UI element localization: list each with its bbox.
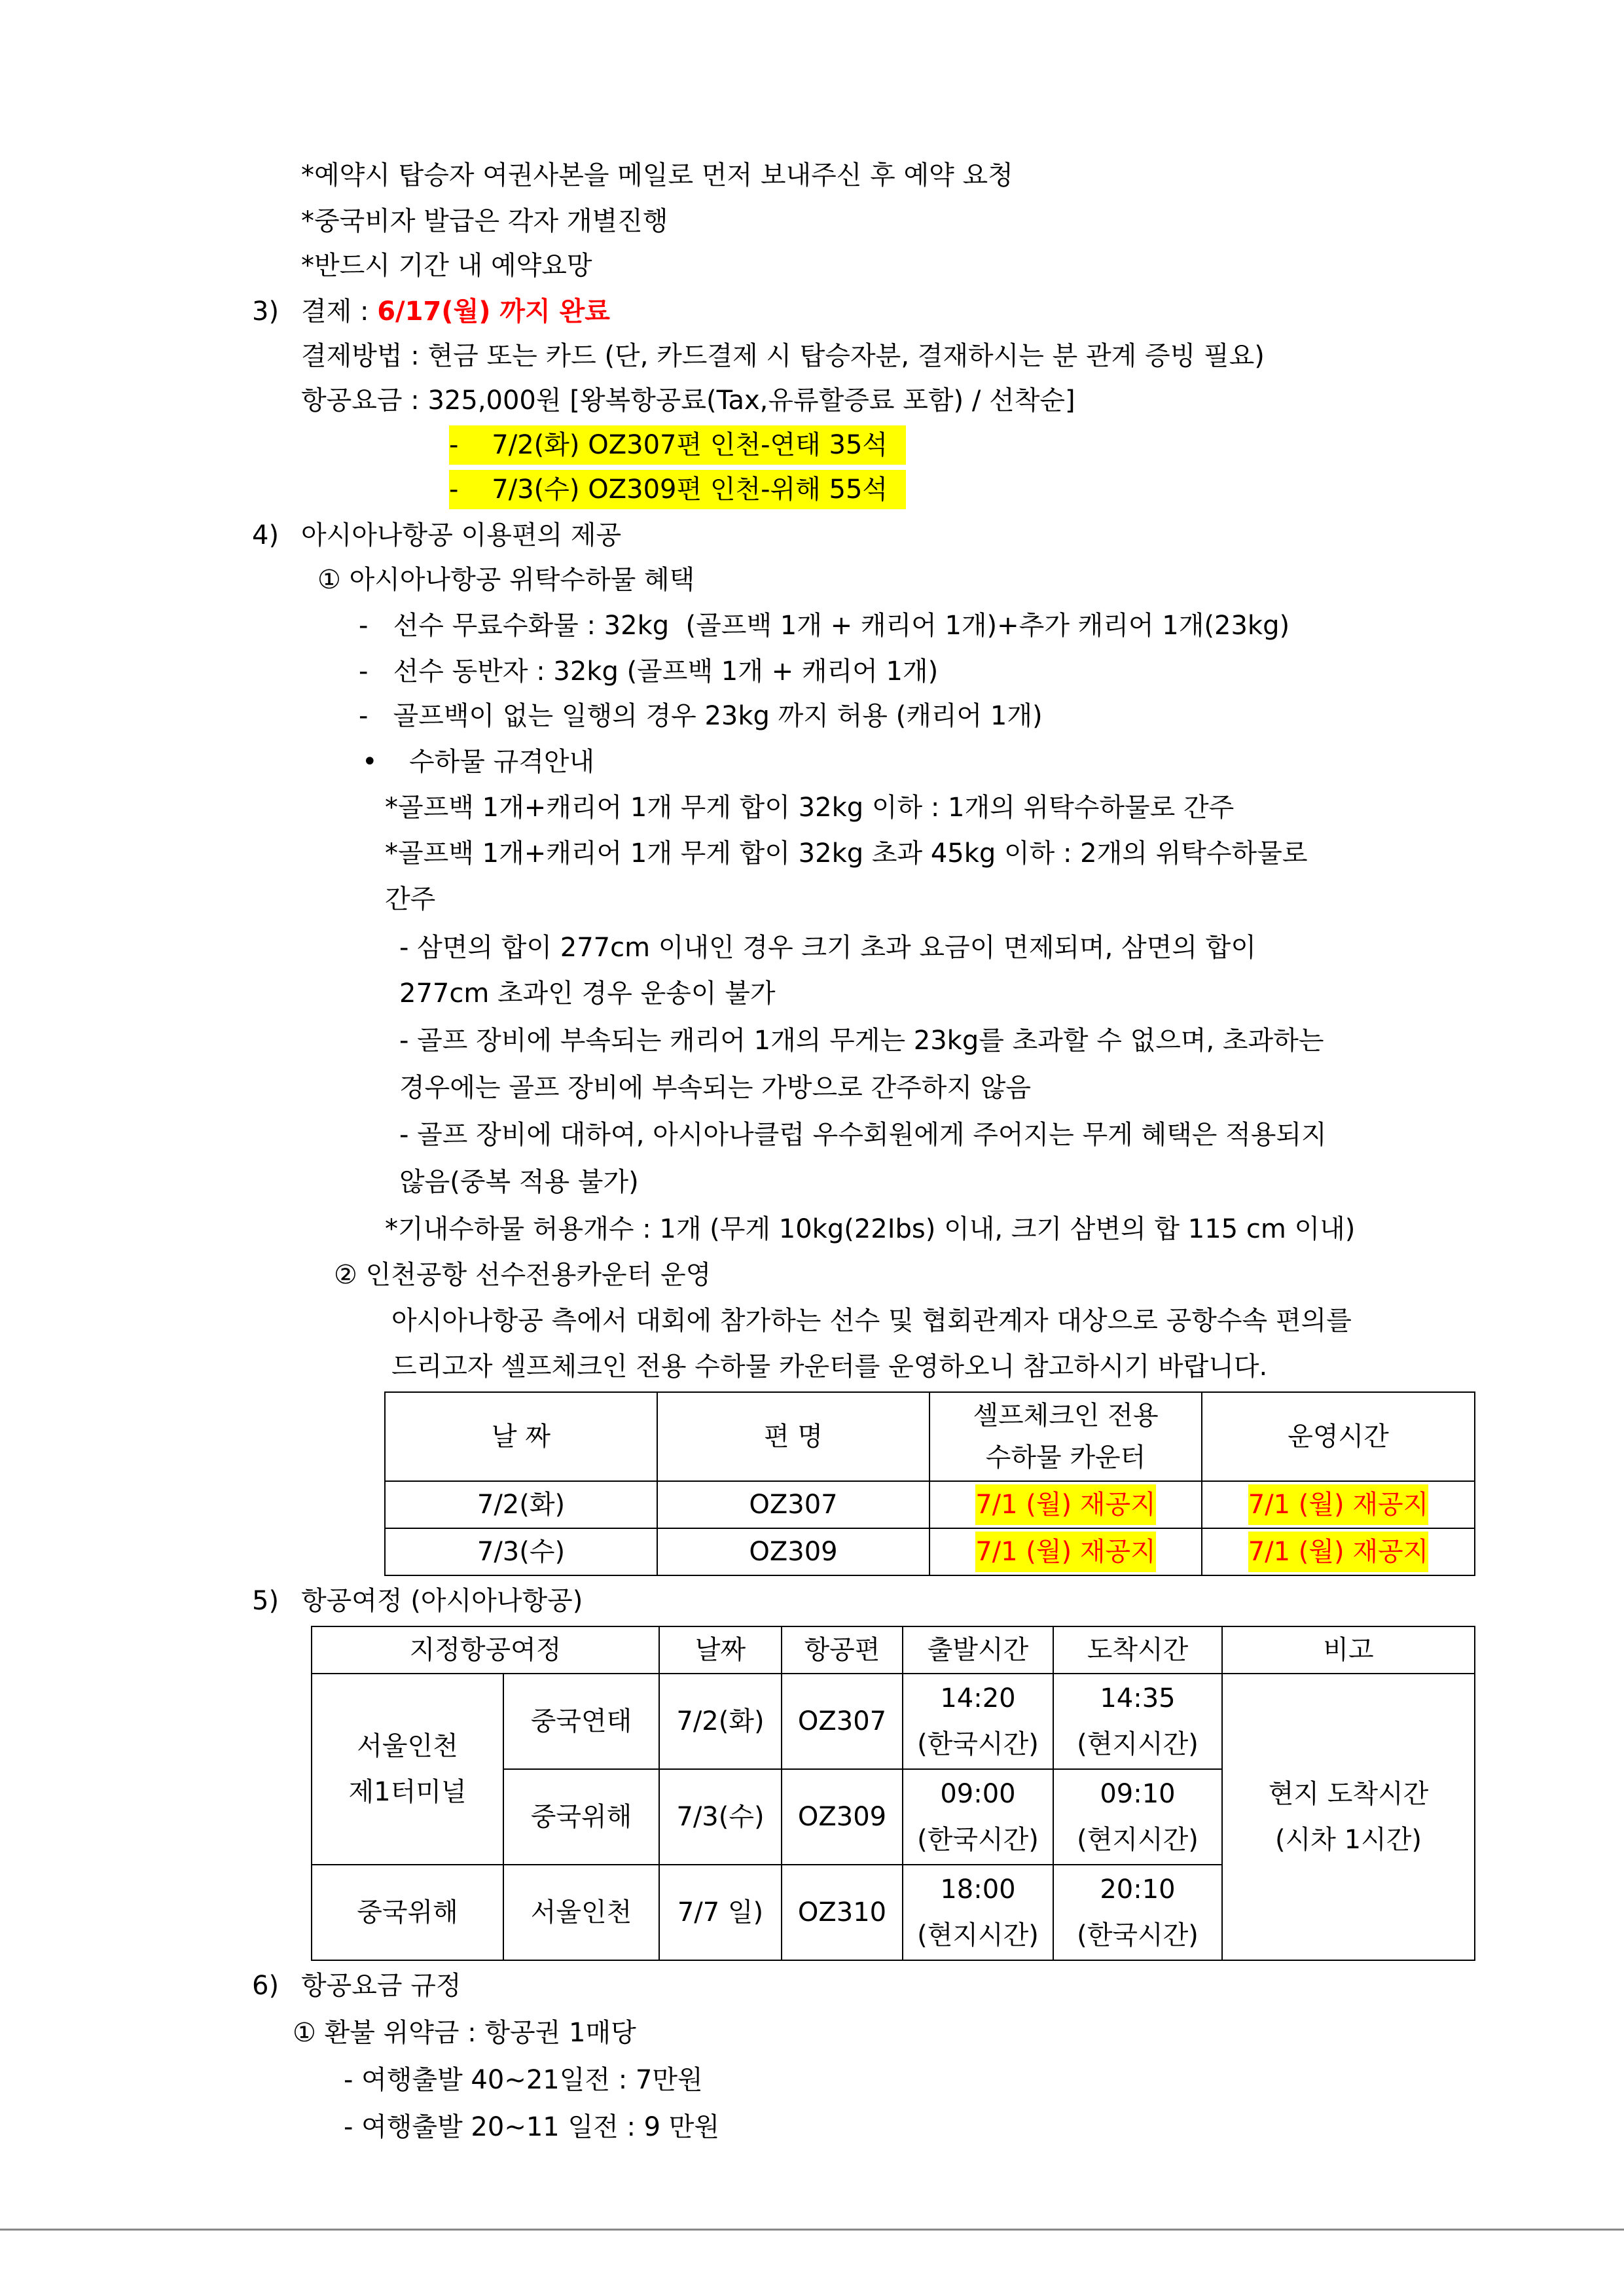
refund-penalty-item: - 여행출발 40~21일전 : 7만원 <box>344 2065 703 2095</box>
section-6-number: 6) <box>252 1971 280 2001</box>
origin-incheon <box>312 1674 503 1865</box>
time-zone-note: (현지시간) <box>1077 1729 1199 1759</box>
flight-allotment-oz307: - 7/2(화) OZ307편 인천-연태 35석 <box>449 425 906 465</box>
time-value: 14:20 <box>940 1683 1016 1713</box>
counter-header-flight: 편 명 <box>657 1392 929 1481</box>
payment-deadline: 6/17(월) 까지 완료 <box>377 296 610 327</box>
time-zone-note: (현지시간) <box>1077 1825 1199 1855</box>
origin-line: 제1터미널 <box>348 1777 467 1807</box>
counter-status-text: 7/1 (월) 재공지 <box>975 1532 1156 1572</box>
section-6-title: 항공요금 규정 <box>301 1971 461 2001</box>
counter-title: ② 인천공항 선수전용카운터 운영 <box>334 1260 712 1290</box>
payment-label: 결제 : <box>301 296 378 327</box>
remark-line: 현지 도착시간 <box>1268 1779 1429 1809</box>
time-value: 09:00 <box>940 1779 1016 1809</box>
section-3-number: 3) <box>252 296 280 327</box>
baggage-rule: - 삼면의 합이 277cm 이내인 경우 크기 초과 요금이 면제되며, 삼면의 합이 <box>399 933 1256 963</box>
counter-desc: 드리고자 셀프체크인 전용 수하물 카운터를 운영하오니 참고하시기 바랍니다. <box>391 1352 1268 1382</box>
note-deadline: *반드시 기간 내 예약요망 <box>301 251 592 281</box>
refund-penalty-item: - 여행출발 20~11 일전 : 9 만원 <box>344 2112 720 2142</box>
baggage-rule: *골프백 1개+캐리어 1개 무게 합이 32kg 이하 : 1개의 위탁수하물로 간주 <box>385 793 1235 823</box>
remark-line: (시차 1시간) <box>1275 1825 1422 1855</box>
itinerary-header-departure: 출발시간 <box>903 1626 1053 1674</box>
baggage-item-companion: - 선수 동반자 : 32kg (골프백 1개 + 캐리어 1개) <box>359 656 939 687</box>
destination: 중국위해 <box>503 1769 659 1865</box>
itinerary-header-arrival: 도착시간 <box>1053 1626 1222 1674</box>
counter-desc: 아시아나항공 측에서 대회에 참가하는 선수 및 협회관계자 대상으로 공항수속 편의를 <box>391 1306 1352 1336</box>
counter-status <box>929 1481 1202 1528</box>
origin-weihai: 중국위해 <box>312 1865 503 1960</box>
flight-number: OZ309 <box>782 1769 903 1865</box>
baggage-item-player: - 선수 무료수화물 : 32kg (골프백 1개 + 캐리어 1개)+추가 캐리어 1개(23kg) <box>359 611 1290 641</box>
itinerary-header-flight: 항공편 <box>782 1626 903 1674</box>
flight-date: 7/2(화) <box>659 1674 782 1769</box>
counter-hours <box>1202 1528 1475 1575</box>
section-5-title: 항공여정 (아시아나항공) <box>301 1586 583 1616</box>
baggage-rule: 경우에는 골프 장비에 부속되는 가방으로 간주하지 않음 <box>399 1073 1032 1103</box>
counter-header-line: 셀프체크인 전용 <box>973 1401 1159 1431</box>
counter-header-hours: 운영시간 <box>1202 1392 1475 1481</box>
section-5-number: 5) <box>252 1586 280 1616</box>
payment-method: 결제방법 : 현금 또는 카드 (단, 카드결제 시 탑승자분, 결재하시는 분 관계 증빙 필요) <box>301 341 1265 371</box>
counter-hours-text: 7/1 (월) 재공지 <box>1248 1484 1429 1525</box>
section-4-title: 아시아나항공 이용편의 제공 <box>301 520 622 550</box>
itinerary-header-remark: 비고 <box>1222 1626 1475 1674</box>
counter-table <box>384 1391 1475 1576</box>
baggage-rule: - 골프 장비에 대하여, 아시아나클럽 우수회원에게 주어지는 무게 혜택은 적용되지 <box>399 1120 1327 1150</box>
flight-number: OZ310 <box>782 1865 903 1960</box>
flight-date: 7/3(수) <box>659 1769 782 1865</box>
baggage-spec-title: 수하물 규격안내 <box>409 747 595 777</box>
counter-flight: OZ307 <box>657 1481 929 1528</box>
departure-time <box>903 1674 1053 1769</box>
counter-hours <box>1202 1481 1475 1528</box>
departure-time <box>903 1865 1053 1960</box>
time-zone-note: (한국시간) <box>1077 1920 1199 1950</box>
section-4-number: 4) <box>252 520 280 550</box>
counter-status-text: 7/1 (월) 재공지 <box>975 1484 1156 1525</box>
time-value: 14:35 <box>1100 1683 1176 1713</box>
footer-divider <box>0 2229 1624 2231</box>
remark <box>1222 1674 1475 1960</box>
time-value: 18:00 <box>940 1874 1016 1905</box>
counter-date: 7/3(수) <box>385 1528 657 1575</box>
destination: 중국연태 <box>503 1674 659 1769</box>
time-zone-note: (한국시간) <box>917 1729 1039 1759</box>
counter-flight: OZ309 <box>657 1528 929 1575</box>
counter-header-date: 날 짜 <box>385 1392 657 1481</box>
bullet-icon: • <box>362 747 378 777</box>
baggage-rule: 277cm 초과인 경우 운송이 불가 <box>399 978 776 1009</box>
note-passport: *예약시 탑승자 여권사본을 메일로 먼저 보내주신 후 예약 요청 <box>301 160 1013 190</box>
baggage-rule: 간주 <box>385 884 436 914</box>
counter-header-line: 수하물 카운터 <box>985 1443 1146 1473</box>
origin-line: 서울인천 <box>357 1731 458 1761</box>
counter-hours-text: 7/1 (월) 재공지 <box>1248 1532 1429 1572</box>
itinerary-header-date: 날짜 <box>659 1626 782 1674</box>
time-zone-note: (현지시간) <box>917 1920 1039 1950</box>
baggage-benefit-title: ① 아시아나항공 위탁수하물 혜택 <box>317 565 695 595</box>
carry-on-rule: *기내수하물 허용개수 : 1개 (무게 10kg(22Ibs) 이내, 크기 삼변의 합 115 cm 이내) <box>385 1214 1356 1244</box>
section-3-heading <box>301 292 610 331</box>
baggage-rule: - 골프 장비에 부속되는 캐리어 1개의 무게는 23kg를 초과할 수 없으며, 초과하는 <box>399 1026 1324 1056</box>
flight-date: 7/7 일) <box>659 1865 782 1960</box>
departure-time <box>903 1769 1053 1865</box>
baggage-rule: 않음(중복 적용 불가) <box>399 1167 639 1197</box>
arrival-time <box>1053 1674 1222 1769</box>
time-value: 09:10 <box>1100 1779 1176 1809</box>
counter-header-counter <box>929 1392 1202 1481</box>
itinerary-table <box>311 1626 1475 1961</box>
counter-date: 7/2(화) <box>385 1481 657 1528</box>
itinerary-header-route: 지정항공여정 <box>312 1626 659 1674</box>
arrival-time <box>1053 1769 1222 1865</box>
baggage-item-no-golfbag: - 골프백이 없는 일행의 경우 23kg 까지 허용 (캐리어 1개) <box>359 701 1043 731</box>
time-value: 20:10 <box>1100 1874 1176 1905</box>
flight-number: OZ307 <box>782 1674 903 1769</box>
refund-penalty-title: ① 환불 위약금 : 항공권 1매당 <box>293 2018 636 2048</box>
table-row <box>312 1674 1475 1769</box>
time-zone-note: (한국시간) <box>917 1825 1039 1855</box>
baggage-rule: *골프백 1개+캐리어 1개 무게 합이 32kg 초과 45kg 이하 : 2개의 위탁수하물로 <box>385 838 1308 869</box>
counter-status <box>929 1528 1202 1575</box>
table-row <box>385 1481 1475 1528</box>
note-visa: *중국비자 발급은 각자 개별진행 <box>301 206 668 236</box>
flight-allotment-oz309: - 7/3(수) OZ309편 인천-위해 55석 <box>449 470 906 509</box>
table-row <box>385 1528 1475 1575</box>
arrival-time <box>1053 1865 1222 1960</box>
airfare: 항공요금 : 325,000원 [왕복항공료(Tax,유류할증료 포함) / 선착순] <box>301 386 1075 416</box>
destination: 서울인천 <box>503 1865 659 1960</box>
